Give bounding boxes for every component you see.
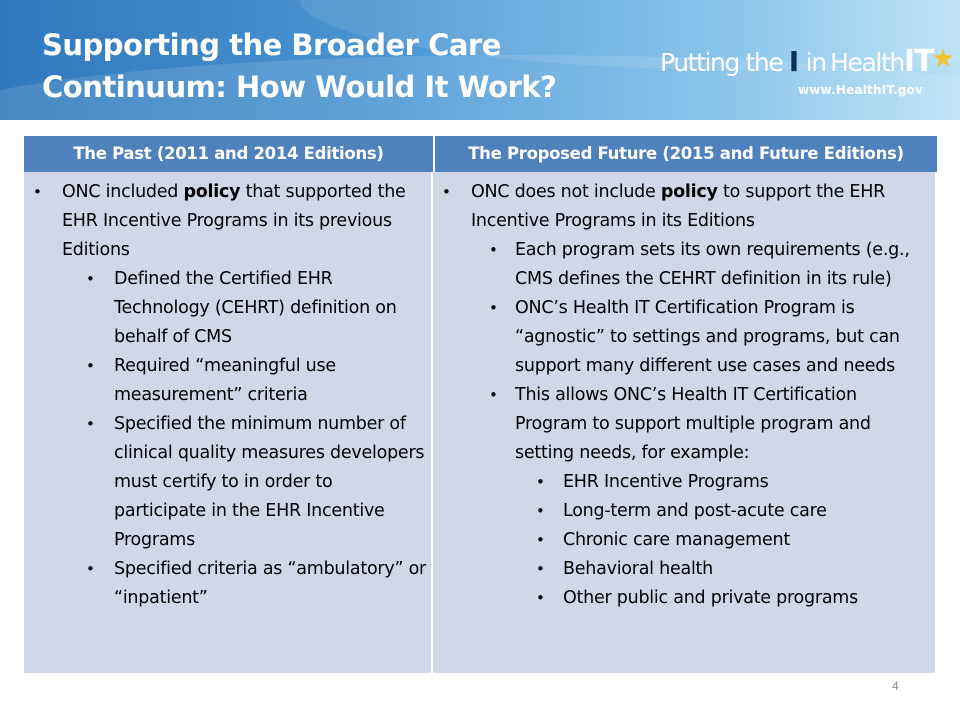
bullet-icon: •	[536, 531, 545, 549]
list-item: • ONC included policy that supported the EHR Incentive Programs in its previous Editions	[24, 178, 431, 265]
bullet-icon: •	[86, 415, 95, 433]
column-header-future: The Proposed Future (2015 and Future Editions)	[468, 144, 904, 163]
list-item: • EHR Incentive Programs	[433, 468, 935, 497]
bullet-icon: •	[536, 502, 545, 520]
list-item: • Each program sets its own requirements (e.g., CMS defines the CEHRT definition in its rule)	[433, 236, 935, 294]
logo-text-putting-the: Putting the	[660, 48, 783, 77]
star-icon: ★	[931, 43, 955, 73]
future-cell	[433, 172, 935, 673]
logo-text-i: I	[788, 45, 800, 78]
list-item: • Specified criteria as “ambulatory” or “inpatient”	[24, 555, 431, 613]
bullet-icon: •	[536, 473, 545, 491]
list-item: • Behavioral health	[433, 555, 935, 584]
bullet-icon: •	[86, 270, 95, 288]
healthit-logo	[660, 43, 955, 104]
bullet-icon: •	[536, 560, 545, 578]
bullet-icon: •	[489, 299, 498, 317]
list-item: • Required “meaningful use measurement” criteria	[24, 352, 431, 410]
bullet-icon: •	[86, 560, 95, 578]
list-item: • Specified the minimum number of clinical quality measures developers must certify to in order to participate in the EHR Incentive Programs	[24, 410, 431, 555]
bullet-icon: •	[86, 357, 95, 375]
list-item: • Defined the Certified EHR Technology (CEHRT) definition on behalf of CMS	[24, 265, 431, 352]
comparison-table	[24, 136, 937, 673]
table-header-row	[24, 136, 937, 172]
title-banner	[0, 0, 960, 120]
logo-text-in: in	[805, 48, 826, 77]
list-item: • This allows ONC’s Health IT Certification Program to support multiple program and setting needs, for example:	[433, 381, 935, 468]
bullet-icon: •	[536, 589, 545, 607]
bullet-icon: •	[33, 183, 42, 201]
logo-text-it: IT	[903, 44, 934, 79]
bullet-icon: •	[442, 183, 451, 201]
list-item: • ONC does not include policy to support the EHR Incentive Programs in its Editions	[433, 178, 935, 236]
logo-text-health: Health	[830, 48, 904, 77]
past-cell	[24, 172, 433, 673]
logo-url: www.HealthIT.gov	[798, 83, 923, 97]
column-header-past: The Past (2011 and 2014 Editions)	[24, 136, 435, 172]
table-body-row	[24, 172, 937, 673]
list-item: • ONC’s Health IT Certification Program is “agnostic” to settings and programs, but can support many different use cases and needs	[433, 294, 935, 381]
page-number: 4	[892, 679, 899, 693]
bold-term: policy	[660, 182, 718, 202]
list-item: • Chronic care management	[433, 526, 935, 555]
bullet-icon: •	[489, 241, 498, 259]
list-item: • Other public and private programs	[433, 584, 935, 613]
slide-title: Supporting the Broader Care Continuum: How Would It Work?	[42, 28, 557, 104]
list-item: • Long-term and post-acute care	[433, 497, 935, 526]
bullet-icon: •	[489, 386, 498, 404]
bold-term: policy	[183, 182, 241, 202]
